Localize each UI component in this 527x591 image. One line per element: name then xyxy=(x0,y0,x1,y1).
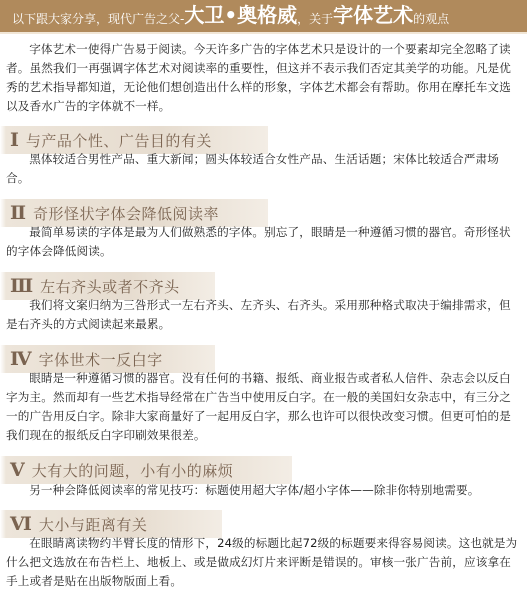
banner-topic: 字体艺术 xyxy=(333,3,414,27)
section-number: Ⅳ xyxy=(10,348,31,370)
banner-text-end: 的观点 xyxy=(413,12,450,26)
section-title: 大有大的问题，小有小的麻烦 xyxy=(31,461,234,480)
section-number: Ⅱ xyxy=(10,202,26,224)
banner-name-dot: • xyxy=(224,3,238,27)
section-title: 奇形怪状字体会降低阅读率 xyxy=(33,204,220,223)
section-body-1: 黑体较适合男性产品、重大新闻；圆头体较适合女性产品、生活话题；宋体比较适合严肃场合。 xyxy=(6,152,499,185)
section-title: 与产品个性、广告目的有关 xyxy=(25,131,212,150)
section-number: Ⅵ xyxy=(10,513,31,535)
section-heading-5 xyxy=(0,456,292,484)
section-body-4: 眼睛是一种遵循习惯的器官。没有任何的书籍、报纸、商业报告或者私人信件、杂志会以反白字为主。然而却有一些艺术指导经常在广告当中使用反白字。在一般的美国妇女杂志中，有三分之一的广告用反白字。除非大家商量好了一起用反白字，那么也许可以很快改变习惯。但更可怕的是我们现在的报纸反白字印刷效果很差。 xyxy=(6,371,511,442)
banner-text-intro: 以下跟大家分享，现代广告之父- xyxy=(12,12,185,26)
section-number: Ⅴ xyxy=(10,459,24,481)
section-body-5: 另一种会降低阅读率的常见技巧：标题使用超大字体/超小字体——除非你特别地需要。 xyxy=(29,483,480,497)
intro-paragraph: 字体艺术一使得广告易于阅读。今天许多广告的字体艺术只是设计的一个要素却完全忽略了读者。虽然我们一再强调字体艺术对阅读率的重要性，但这并不表示我们否定其美学的功能。凡是优秀的艺术指导都知道，无论他们想创造出什么样的形象，字体艺术都会有帮助。你用在摩托车文选以及香水广告的字体就不一样。 xyxy=(6,42,511,113)
section-number: Ⅰ xyxy=(10,129,18,151)
section-title: 字体世术一反白字 xyxy=(38,350,163,369)
banner-text-about: ，关于 xyxy=(297,12,334,26)
banner-name-david: 大卫 xyxy=(184,3,225,27)
section-body-3: 我们将文案归纳为三咎形式一左右齐头、左齐头、右齐头。采用那种格式取决于编排需求，但是右齐头的方式阅读起来最累。 xyxy=(6,298,511,331)
section-body-6: 在眼睛离读物约半臂长度的情形下，24级的标题比起72级的标题要来得容易阅读。这也就是为什么把文选放在布告栏上、地板上、或是做成幻灯片来评断是错误的。审核一张广告前，应该拿在手上或者是贴在出版物版面上看。 xyxy=(6,536,518,588)
section-title: 大小与距离有关 xyxy=(38,515,148,534)
section-number: Ⅲ xyxy=(10,275,33,297)
section-body-2: 最简单易读的字体是最为人们做熟悉的字体。别忘了，眼睛是一种遵循习惯的器官。奇形怪状的字体会降低阅读。 xyxy=(6,225,511,258)
section-title: 左右齐头或者不齐头 xyxy=(40,277,180,296)
banner-name-ogilvy: 奥格威 xyxy=(237,3,298,27)
header-banner xyxy=(0,0,527,34)
